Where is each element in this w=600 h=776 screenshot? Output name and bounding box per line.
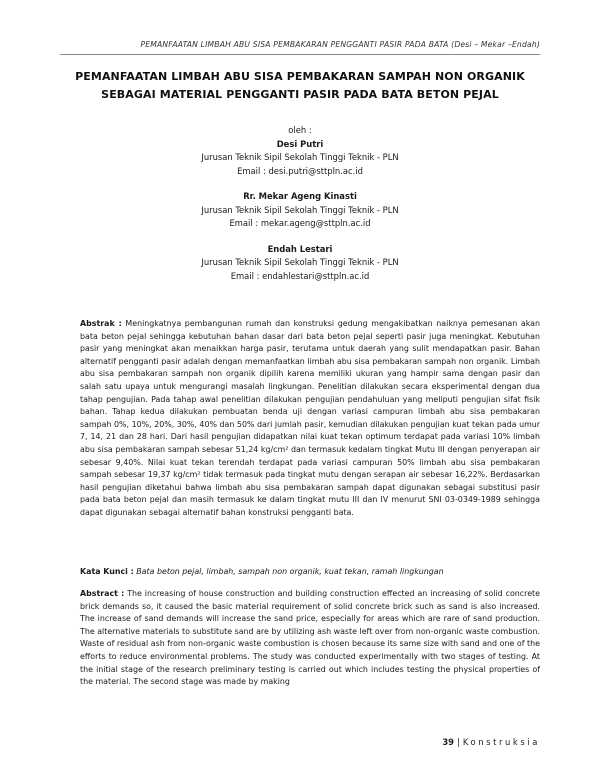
title-line-1: PEMANFAATAN LIMBAH ABU SISA PEMBAKARAN SAMPAH NON ORGANIK bbox=[75, 70, 525, 83]
abstract-en-label: Abstract : bbox=[80, 589, 125, 598]
author-block bbox=[60, 124, 540, 295]
author-affiliation: Jurusan Teknik Sipil Sekolah Tinggi Teknik - PLN bbox=[201, 152, 399, 162]
author-3 bbox=[60, 243, 540, 284]
author-name: Endah Lestari bbox=[267, 243, 333, 254]
abstract-english bbox=[80, 588, 540, 689]
page-number: 39 bbox=[442, 737, 454, 747]
abstract-label: Abstrak : bbox=[80, 319, 122, 328]
keywords-label: Kata Kunci : bbox=[80, 567, 134, 576]
author-name: Desi Putri bbox=[276, 138, 324, 149]
abstract-indonesian bbox=[80, 318, 540, 520]
author-email: Email : desi.putri@sttpln.ac.id bbox=[237, 165, 363, 176]
author-email: Email : endahlestari@sttpln.ac.id bbox=[230, 270, 370, 281]
title-line-2: SEBAGAI MATERIAL PENGGANTI PASIR PADA BATA BETON PEJAL bbox=[101, 88, 499, 101]
paper-title bbox=[70, 68, 530, 104]
abstract-en-text: The increasing of house construction and building construction effected an increasing of solid concrete brick demands so, it caused the basic material requirement of solid concrete brick such as sand is also increased. The increase of sand demands will increase the sand price, especially for areas which are rare of sand production. The alternative materials to substitute sand are by utilizing ash waste left over from non-organic waste combustion. Waste of residual ash from non-organic waste combustion is chosen because its same size with sand and one of the efforts to reduce environmental problems. The study was conducted experimentally with two stages of testing. At the initial stage of the research preliminary testing is carried out which includes testing the physical properties of the material. The second stage was made by making bbox=[80, 589, 540, 687]
running-header: PEMANFAATAN LIMBAH ABU SISA PEMBAKARAN PENGGANTI PASIR PADA BATA (Desi – Mekar –Endah) bbox=[140, 40, 540, 49]
author-affiliation: Jurusan Teknik Sipil Sekolah Tinggi Teknik - PLN bbox=[201, 204, 399, 215]
journal-name: Konstruksia bbox=[462, 737, 540, 747]
by-label: oleh : bbox=[288, 125, 312, 135]
author-email: Email : mekar.ageng@sttpln.ac.id bbox=[229, 218, 371, 228]
author-name: Rr. Mekar Ageng Kinasti bbox=[243, 191, 357, 201]
author-2 bbox=[60, 190, 540, 231]
keywords-text: Bata beton pejal, limbah, sampah non organik, kuat tekan, ramah lingkungan bbox=[136, 567, 444, 576]
page-footer bbox=[442, 737, 540, 747]
author-1 bbox=[60, 138, 540, 179]
author-affiliation: Jurusan Teknik Sipil Sekolah Tinggi Teknik - PLN bbox=[201, 257, 399, 267]
header-divider bbox=[60, 54, 540, 55]
keywords bbox=[80, 566, 540, 579]
abstract-text: Meningkatnya pembangunan rumah dan konstruksi gedung mengakibatkan naiknya pemesanan akan bata beton pejal sehingga kebutuhan bahan dasar dari bata beton pejal seperti pasir juga meningkat. Kebutuhan pasir yang meningkat akan menaikkan harga pasir, terutama untuk daerah yang sulit mendapatkan pasir. Bahan alternatif pengganti pasir adalah dengan memanfaatkan limbah abu sisa pembakaran sampah non organik. Limbah abu sisa pembakaran sampah non organik dipilih karena memiliki ukuran yang hampir sama dengan pasir dan salah satu upaya untuk mengurangi masalah lingkungan. Penelitian dilakukan secara eksperimental dengan dua tahap pengujian. Pada tahap awal penelitian dilakukan pengujian pendahuluan yang meliputi pengujian sifat fisik bahan. Tahap kedua dilakukan pembuatan benda uji dengan variasi campuran limbah abu sisa pembakaran sampah 0%, 10%, 20%, 30%, 40% dan 50% dari jumlah pasir, kemudian dilakukan pengujian kuat tekan pada umur 7, 14, 21 dan 28 hari. Dari hasil pengujian didapatkan nilai kuat tekan optimum terdapat pada variasi 10% limbah abu sisa pembakaran sampah sebesar 51,24 kg/cm² dan termasuk kedalam tingkat Mutu III dengan penyerapan air sebesar 9,40%. Nilai kuat tekan terendah terdapat pada variasi campuran 50% limbah abu sisa pembakaran sampah sebesar 19,37 kg/cm² tidak termasuk pada tingkat mutu dengan serapan air sebesar 16,22%. Berdasarkan hasil pengujian diketahui bahwa limbah abu sisa pembakaran sampah dapat digunakan sebagai substitusi pasir pada bata beton pejal dan masih termasuk ke dalam tingkat mutu III dan IV menurut SNI 03-0349-1989 sehingga dapat digunakan sebagai alternatif bahan konstruksi pengganti bata. bbox=[80, 319, 541, 517]
footer-separator: | bbox=[456, 737, 460, 747]
